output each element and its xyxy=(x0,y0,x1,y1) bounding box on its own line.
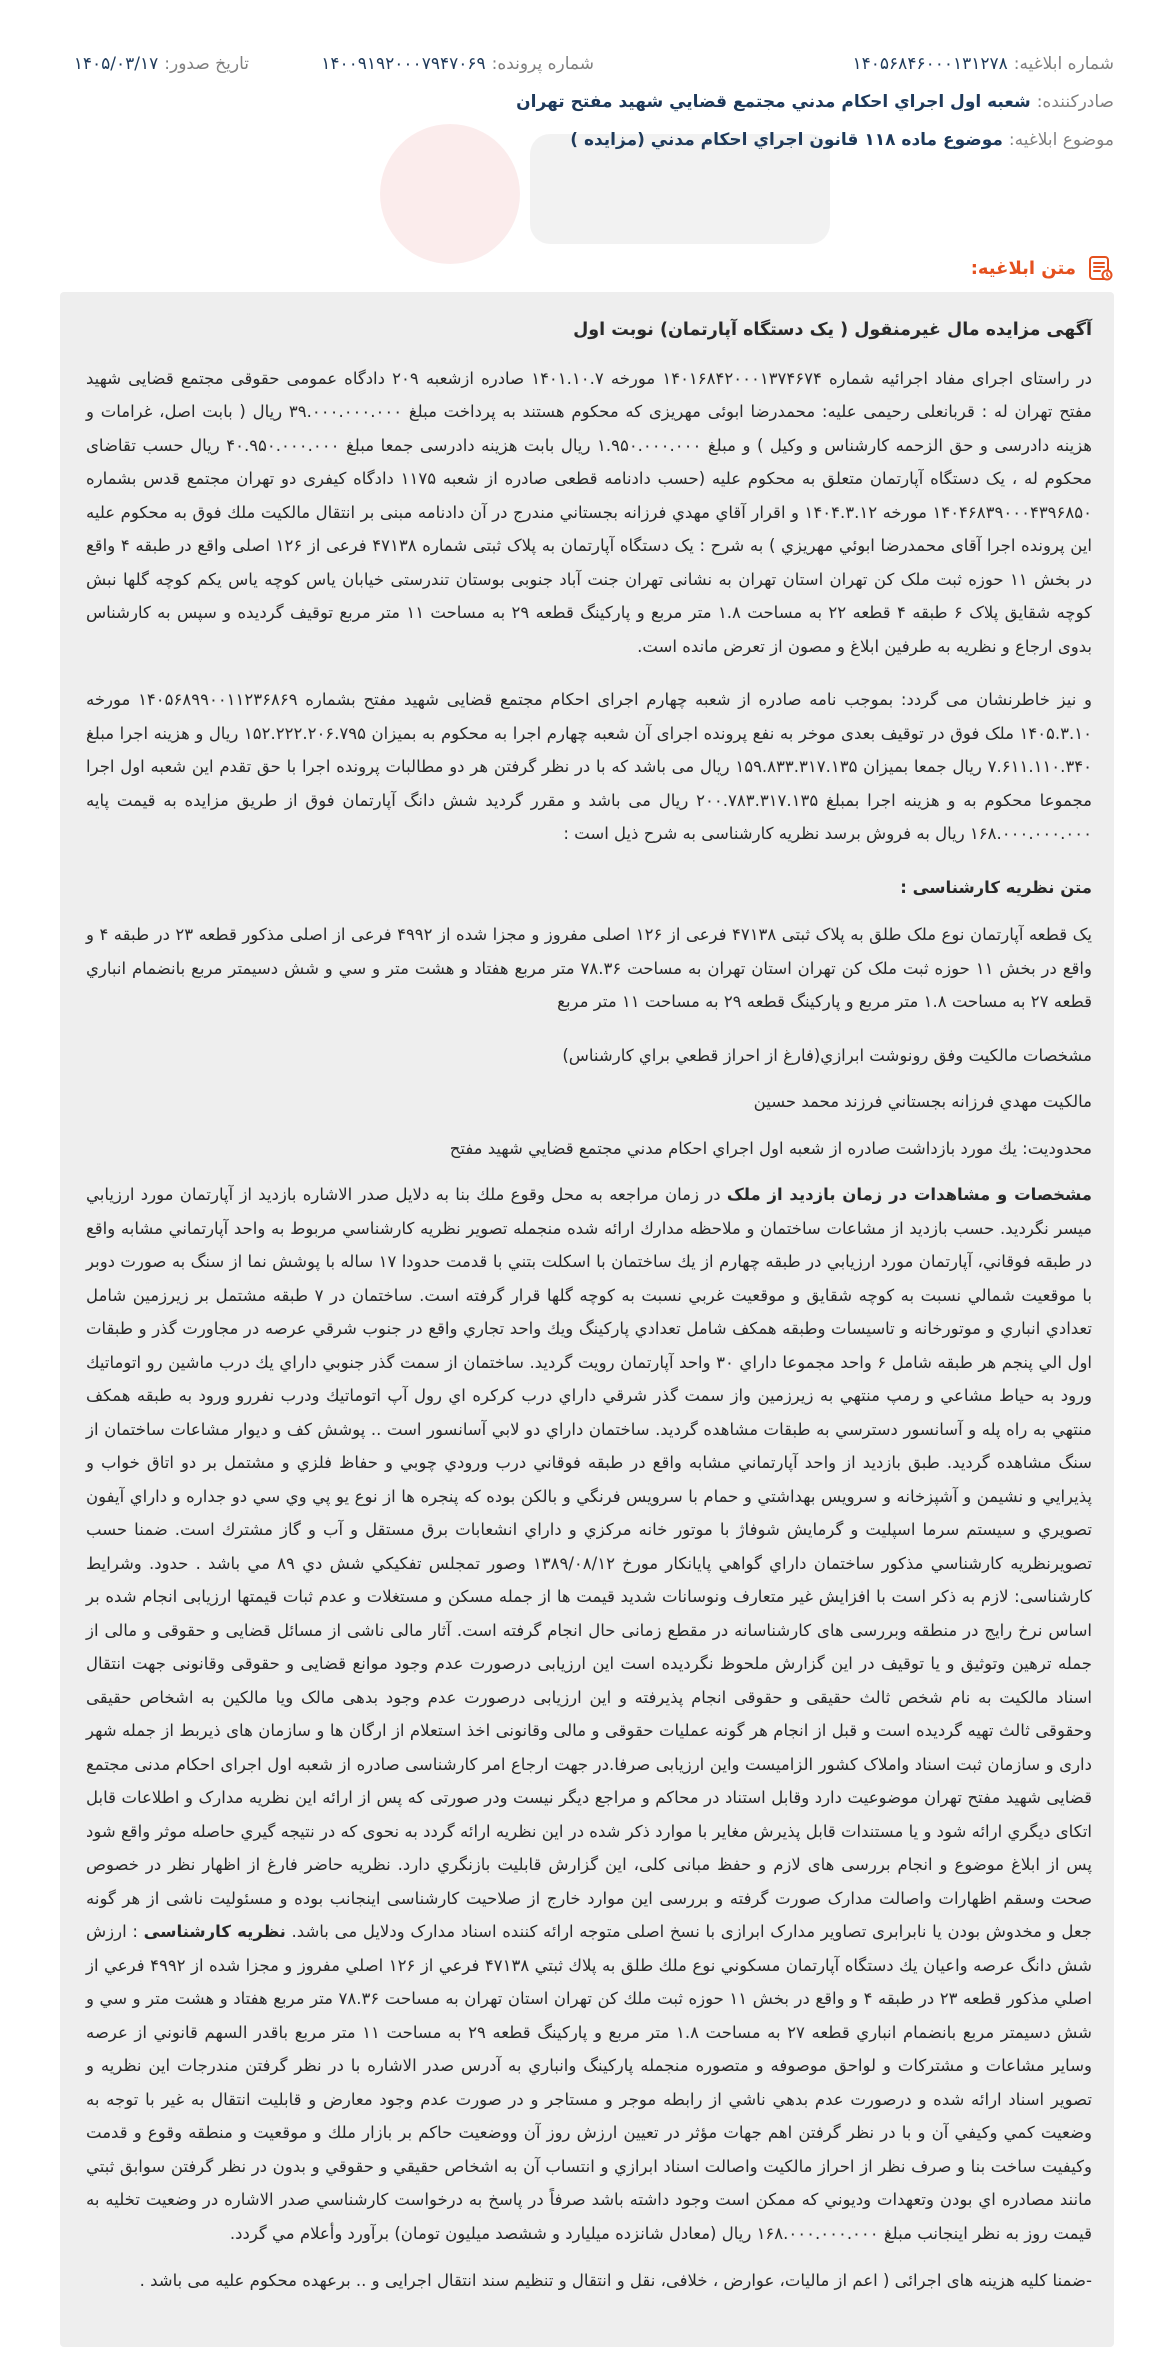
auction-heading: آگهی مزایده مال غیرمنقول ( یک دستگاه آپارتمان) نوبت اول xyxy=(573,320,1092,340)
issue-date-label: تاريخ صدور: xyxy=(164,54,249,74)
case-number-value: ۱۴۰۰۹۱۹۲۰۰۰۷۹۴۷۰۶۹ xyxy=(321,54,486,74)
issuer-label: صادرکننده: xyxy=(1036,92,1114,112)
metadata-row-numbers xyxy=(60,54,1114,92)
notice-document-icon xyxy=(1086,254,1114,282)
issuer xyxy=(516,92,1114,112)
paragraph-execution: در راستای اجرای مفاد اجرائیه شماره ۱۴۰۱۶۸۴۲۰۰۰۱۳۷۴۶۷۴ مورخه ۱۴۰۱.۱۰.۷ صادره ازشعبه ۲۰۹ دادگاه عمومی حقوقی مجتمع قضایی شهید مفتح تهران له : قربانعلی رحیمی علیه: محمدرضا ابوئی مهریزی که محکوم هستند به پرداخت مبلغ ۳۹.۰۰۰.۰۰۰.۰۰۰ ریال ( بابت اصل، غرامات و هزینه دادرسی و حق الزحمه کارشناس و وکیل ) و مبلغ ۱.۹۵۰.۰۰۰.۰۰۰ ریال بابت هزینه دادرسی جمعا مبلغ ۴۰.۹۵۰.۰۰۰.۰۰۰ ریال حسب تقاضای محکوم له ، یک دستگاه آپارتمان متعلق به محکوم علیه (حسب دادنامه قطعی صادره از شعبه ۱۱۷۵ دادگاه کیفری دو تهران مجتمع قدس بشماره ۱۴۰۴۶۸۳۹۰۰۰۴۳۹۶۸۵۰ مورخه ۱۴۰۴.۳.۱۲ و اقرار آقاي مهدي فرزانه بجستاني مندرج در آن دادنامه مبنی بر انتقال مالکیت ملك فوق به محکوم علیه این پرونده اجرا آقای محمدرضا ابوئي مهريزي ) به شرح : یک دستگاه آپارتمان به پلاک ثبتی شماره ۴۷۱۳۸ فرعی از ۱۲۶ اصلی واقع در طبقه ۴ واقع در بخش ۱۱ حوزه ثبت ملک کن تهران استان تهران به نشانی تهران جنت آباد جنوبی بوستان تندرستی خیابان یاس کوچه یاس یکم کوچه گلها نبش کوچه شقایق پلاک ۶ طبقه ۴ قطعه ۲۲ به مساحت ۱.۸ متر مربع و پارکینگ قطعه ۲۹ به مساحت ۱۱ متر مربع توقیف گردیده و سپس به کارشناس بدوی ارجاع و نظریه به طرفین ابلاغ و مصون از تعرض مانده است. xyxy=(86,368,1093,656)
expert-opinion-heading: متن نظریه کارشناسی : xyxy=(900,877,1092,897)
paragraph-inspection xyxy=(86,1178,1092,2250)
paragraph-second-seizure: و نیز خاطرنشان می گردد: بموجب نامه صادره از شعبه چهارم اجرای احکام مجتمع قضایی شهید مفتح بشماره ۱۴۰۵۶۸۹۹۰۰۱۱۲۳۶۸۶۹ مورخه ۱۴۰۵.۳.۱۰ ملک فوق در توقیف بعدی موخر به نفع پرونده اجرای آن شعبه چهارم اجرا به محکوم به بمیزان ۱۵۲.۲۲۲.۲۰۶.۷۹۵ ریال و هزینه اجرا مبلغ ۷.۶۱۱.۱۱۰.۳۴۰ ریال جمعا بمیزان ۱۵۹.۸۳۳.۳۱۷.۱۳۵ ریال می باشد که با در نظر گرفتن هر دو مطالبات پرونده اجرا با حق تقدم این شعبه اول اجرا مجموعا محکوم به و هزینه اجرا بمبلغ ۲۰۰.۷۸۳.۳۱۷.۱۳۵ ریال می باشد و مقرر گردید شش دانگ آپارتمان فوق از طریق مزایده به قیمت پایه ۱۶۸.۰۰۰.۰۰۰.۰۰۰ ریال به فروش برسد نظریه کارشناسی به شرح ذیل است : xyxy=(86,690,1092,843)
paragraph-restriction: محدوديت: يك مورد بازداشت صادره از شعبه اول اجراي احكام مدني مجتمع قضايي شهيد مفتح xyxy=(449,1138,1092,1158)
paragraph-owner: مالکيت مهدي فرزانه بجستاني فرزند محمد حسين xyxy=(753,1092,1092,1111)
paragraph-ownership-spec: مشخصات مالکيت وفق رونوشت ابرازي(فارغ از احراز قطعي براي کارشناس) xyxy=(562,1045,1092,1065)
notice-number xyxy=(594,54,1114,74)
case-number xyxy=(249,54,594,74)
issue-date-value: ۱۴۰۵/۰۳/۱۷ xyxy=(73,54,159,74)
notice-metadata xyxy=(0,54,1174,168)
subject-label: موضوع ابلاغيه: xyxy=(1008,130,1114,150)
case-number-label: شماره پرونده: xyxy=(491,54,594,74)
issue-date xyxy=(74,54,249,74)
notice-body xyxy=(60,292,1114,2347)
inspection-label: مشخصات و مشاهدات در زمان بازدید از ملک xyxy=(726,1185,1092,1204)
metadata-row-issuer xyxy=(60,92,1114,130)
expert-opinion-text: : ارزش شش دانگ عرصه واعيان يك دستگاه آپارتمان مسكوني نوع ملك طلق به پلاك ثبتي ۴۷۱۳۸ فرعي از ۱۲۶ اصلي مفروز و مجزا شده از ۴۹۹۲ فرعي از اصلي مذكور قطعه ۲۳ در طبقه ۴ و واقع در بخش ۱۱ حوزه ثبت ملك كن تهران استان تهران به مساحت ۷۸.۳۶ متر مربع هفتاد و هشت متر و سي و شش دسيمتر مربع بانضمام انباري قطعه ۲۷ به مساحت ۱.۸ متر مربع و پاركينگ قطعه ۲۹ به مساحت ۱۱ متر مربع باقدر السهم قانوني از عرصه وساير مشاعات و مشتركات و لواحق موصوفه و متصوره منجمله پاركينگ وانباري به آدرس صدر الاشاره با در نظر گرفتن مندرجات اين نظريه و تصوير اسناد ارائه شده و درصورت عدم بدهي ناشي از رابطه موجر و مستاجر و در صورت عدم وجود معارض و قابليت انتقال به غير با توجه به وضعيت كمي وكيفي آن و با در نظر گرفتن اهم جهات مؤثر در تعيين ارزش روز آن ووضعيت حاكم بر بازار ملك و موقعيت و منطقه وقوع و قدمت وكيفيت ساخت بنا و صرف نظر از احراز مالكيت واصالت اسناد ابرازي و انتساب آن به اشخاص حقيقي و حقوقي و بدون در نظر گرفتن سوابق ثبتي مانند مصادره اي بودن وتعهدات وديوني كه ممكن است وجود داشته باشد صرفاً در پاسخ به درخواست كارشناسي صدر الاشاره در وضعيت تخليه به قيمت روز به نظر اينجانب مبلغ ۱۶۸.۰۰۰.۰۰۰.۰۰۰ ريال (معادل شانزده ميليارد و ششصد ميليون تومان) برآورد وأعلام مي گردد. xyxy=(86,1922,1092,2243)
paragraph-property-description: یک قطعه آپارتمان نوع ملک طلق به پلاک ثبتی ۴۷۱۳۸ فرعی از ۱۲۶ اصلی مفروز و مجزا شده از ۴۹۹۲ فرعی از اصلی مذکور قطعه ۲۳ در طبقه ۴ و واقع در بخش ۱۱ حوزه ثبت ملک کن تهران استان تهران به مساحت ۷۸.۳۶ متر مربع هفتاد و هشت متر و سي و شش دسيمتر مربع بانضمام انباري قطعه ۲۷ به مساحت ۱.۸ متر مربع و پارکينگ قطعه ۲۹ به مساحت ۱۱ متر مربع xyxy=(86,925,1092,1011)
subject-value: موضوع ماده ۱۱۸ قانون اجراي احکام مدني (مزايده ) xyxy=(570,130,1003,150)
expert-opinion-label: نظریه کارشناسی xyxy=(143,1922,286,1941)
notice-number-value: ۱۴۰۵۶۸۴۶۰۰۰۱۳۱۲۷۸ xyxy=(852,54,1008,74)
inspection-text: در زمان مراجعه به محل وقوع ملك بنا به دلايل صدر الاشاره بازديد از آپارتمان مورد ارزيابي ميسر نگرديد. حسب بازديد از مشاعات ساختمان و ملاحظه مدارك ارائه شده منجمله تصوير نظريه كارشناسي مربوط به واحد آپارتماني مشابه واقع در طبقه فوقاني، آپارتمان مورد ارزيابي در طبقه چهارم از يك ساختمان با اسكلت بتني با قدمت حدودا ۱۷ ساله با پوشش نما از سنگ به صورت دوبر با موقعيت شمالي نسبت به كوچه شقايق و موقعيت غربي نسبت به كوچه گلها قرار گرفته است. ساختمان در ۷ طبقه مشتمل بر زيرزمين شامل تعدادي انباري و موتورخانه و تاسيسات وطبقه همكف شامل تعدادي پاركينگ ويك واحد تجاري واقع در جنوب شرقي عرصه در مجاورت گذر و طبقات اول الي پنجم هر طبقه شامل ۶ واحد مجموعا داراي ۳۰ واحد آپارتمان رويت گرديد. ساختمان از سمت گذر جنوبي داراي يك درب ماشين رو اتوماتيك ورود به حياط مشاعي و رمپ منتهي به زيرزمين واز سمت گذر شرقي داراي درب كركره اي رول آپ اتوماتيك ودرب نفررو ورود به طبقه همكف منتهي به راه پله و آسانسور دسترسي به طبقات مشاهده گرديد. ساختمان داراي دو لابي آسانسور است .. پوشش كف و ديوار مشاعات ساختمان از سنگ مشاهده گرديد. طبق بازديد از واحد آپارتماني مشابه واقع در طبقه فوقاني درب ورودي چوبي و حفاظ فلزي و مشتمل بر دو اتاق خواب و پذيرايي و نشيمن و آشپزخانه و سرويس بهداشتي و حمام با سرويس فرنگي و بالكن بوده كه پنجره ها از نوع يو پي وي سي دو جداره و داراي آيفون تصويري و سيستم سرما اسپليت و گرمايش شوفاژ با موتور خانه مركزي و داراي انشعابات برق مستقل و آب و گاز مشترك است. ضمنا حسب تصويرنظريه كارشناسي مذكور ساختمان داراي گواهي پايانكار مورخ ۱۳۸۹/۰۸/۱۲ وصور تمجلس تفكيكي شش دي ۸۹ مي باشد . حدود. وشرایط کارشناسی: لازم به ذکر است با افزایش غیر متعارف ونوسانات شدید قیمت ها از جمله مسکن و مستغلات و عدم ثبات قیمتها ارزیابی انجام شده بر اساس نرخ رایج در منطقه وبررسی های کارشناسانه در مقطع زمانی حال انجام گرفته است. آثار مالی ناشی از مسائل قضایی و حقوقی و مالی از جمله ترهین وتوثیق و یا توقیف در این گزارش ملحوظ نگردیده است این ارزیابی درصورت عدم وجود موانع قضایی و حقوقی وقانونی جهت انتقال اسناد مالکیت به نام شخص ثالث حقیقی و حقوقی انجام پذیرفته و این ارزیابی درصورت عدم وجود بدهی مالک ویا مالکین به اشخاص حقیقی وحقوقی ثالث تهیه گردیده است و قبل از انجام هر گونه عملیات حقوقی و مالی وقانونی اخذ استعلام از ارگان ها و سازمان های ذیربط از جمله شهر داری و سازمان ثبت اسناد واملاک کشور الزامیست واین ارزیابی صرفا.در جهت ارجاع امر کارشناسی صادره از شعبه اول اجرای احکام مدنی مجتمع قضایی شهید مفتح تهران موضوعیت دارد وقابل استناد در محاکم و مراجع دیگر نیست ودر صورتی که پس از ارائه این نظریه مدارک و اطلاعات قابل اتکای دیگري ارائه شود و یا مستندات قابل پذیرش مغایر با موارد ذکر شده در این نظریه ارائه گردد به نحوی که در نتیجه گیري حاصله موثر واقع شود پس از ابلاغ موضوع و انجام بررسی های لازم و حفظ مبانی کلی، این گزارش قابلیت بازنگري دارد. نظریه حاضر فارغ از اظهار نظر در خصوص صحت وسقم اظهارات واصالت مدارک صورت گرفته و بررسی این موارد خارج از صلاحیت کارشناسی اینجانب بوده و مسئولیت ناشی از هر گونه جعل و مخدوش بودن یا نابرابری تصاویر مدارک ابرازی با نسخ اصلی متوجه ارائه کننده اسناد مدارک ودلایل می باشد. xyxy=(86,1185,1093,1941)
paragraph-costs: -ضمنا کلیه هزینه های اجرائی ( اعم از مالیات، عوارض ، خلافی، نقل و انتقال و تنظیم سند انتقال اجرایی و .. برعهده محکوم علیه می باشد . xyxy=(139,2271,1092,2290)
subject xyxy=(570,130,1114,150)
metadata-row-subject xyxy=(60,130,1114,168)
notice-number-label: شماره ابلاغيه: xyxy=(1013,54,1114,74)
issuer-value: شعبه اول اجراي احکام مدني مجتمع قضايي شهيد مفتح تهران xyxy=(516,92,1031,112)
notice-text-title-label: متن ابلاغيه: xyxy=(970,257,1076,279)
notice-text-title xyxy=(971,254,1114,282)
